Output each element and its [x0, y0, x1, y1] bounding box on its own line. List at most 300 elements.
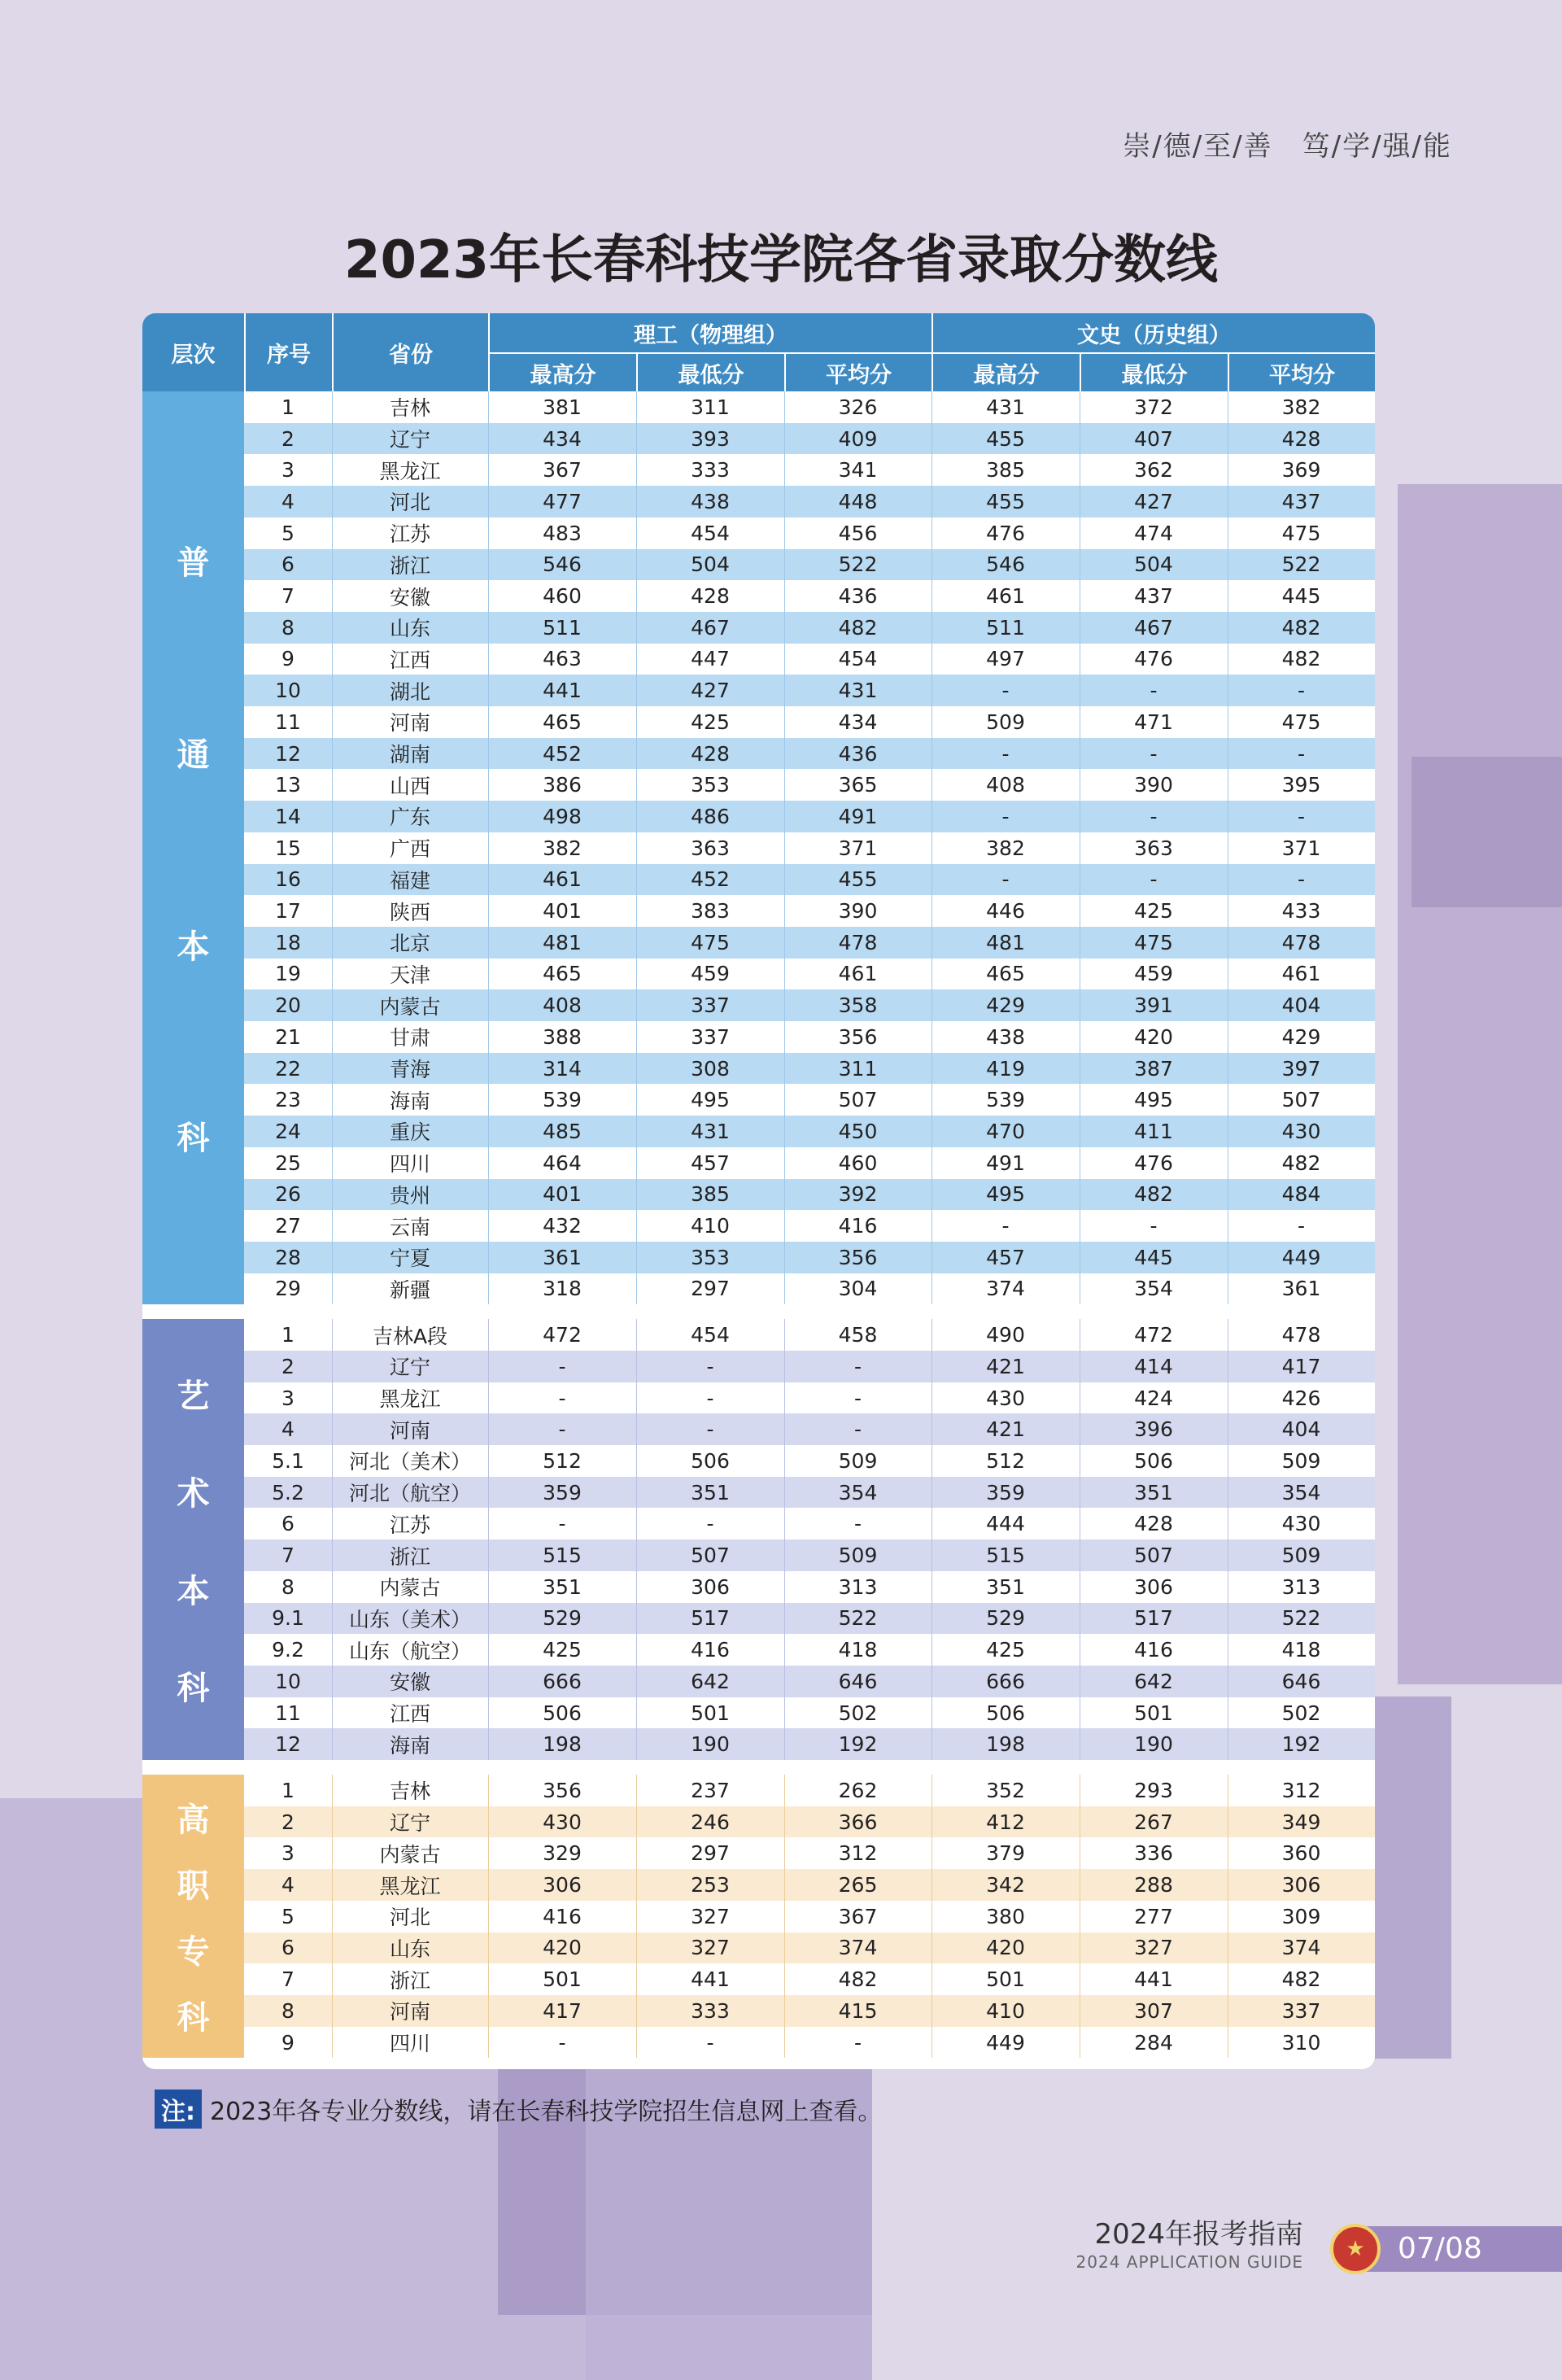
cell-province: 山西	[389, 774, 430, 798]
cell-index: 7	[281, 1967, 295, 1992]
cell-arts-min: 501	[1134, 1701, 1173, 1725]
cell-science-avg: 365	[838, 773, 878, 797]
cell-index: 5.2	[272, 1480, 304, 1504]
cell-arts-max: 512	[986, 1448, 1025, 1473]
cell-province: 重庆	[389, 1120, 430, 1145]
cell-arts-min: 306	[1134, 1574, 1173, 1599]
cell-arts-min: 424	[1134, 1386, 1173, 1410]
cell-science-max: 198	[543, 1732, 582, 1757]
cell-province: 山东	[389, 1937, 430, 1961]
cell-arts-min: -	[1150, 804, 1158, 828]
cell-science-max: 361	[543, 1245, 582, 1269]
header-science-min: 最低分	[636, 352, 784, 391]
cell-science-max: 465	[543, 710, 582, 734]
cell-science-min: 327	[691, 1936, 730, 1960]
cell-science-min: 428	[691, 584, 730, 609]
cell-arts-avg: -	[1297, 679, 1306, 703]
cell-science-avg: 491	[838, 804, 878, 828]
cell-province: 安徽	[389, 585, 430, 609]
cell-science-max: -	[558, 1512, 566, 1536]
cell-index: 4	[281, 1873, 295, 1897]
cell-science-avg: -	[853, 1386, 862, 1410]
cell-index: 12	[275, 1732, 301, 1757]
cell-science-max: 463	[543, 647, 582, 671]
cell-science-avg: 366	[838, 1810, 878, 1834]
cell-science-max: 318	[543, 1277, 582, 1301]
cell-index: 3	[281, 1386, 295, 1410]
cell-science-max: -	[558, 2030, 566, 2055]
cell-province: 河北	[389, 491, 430, 515]
cell-arts-max: 359	[986, 1480, 1025, 1504]
cell-index: 2	[281, 1810, 295, 1834]
cell-province: 陕西	[389, 900, 430, 924]
cell-science-min: 431	[691, 1119, 730, 1143]
cell-arts-max: 198	[986, 1732, 1025, 1757]
cell-arts-avg: 478	[1281, 930, 1321, 954]
cell-science-min: -	[706, 1386, 714, 1410]
cell-science-max: -	[558, 1386, 566, 1410]
cell-arts-max: 455	[986, 489, 1025, 513]
cell-arts-avg: 461	[1281, 962, 1321, 986]
cell-arts-avg: 428	[1281, 426, 1321, 451]
cell-index: 7	[281, 584, 295, 609]
column-divider	[332, 1319, 333, 1760]
cell-index: 17	[275, 899, 301, 924]
level-char: 职	[177, 1867, 210, 1906]
cell-arts-avg: 437	[1281, 489, 1321, 513]
cell-science-avg: 522	[838, 552, 878, 577]
cell-science-avg: 507	[838, 1088, 878, 1112]
cell-arts-max: 506	[986, 1701, 1025, 1725]
cell-arts-max: 446	[986, 899, 1025, 924]
cell-province: 广西	[389, 837, 430, 862]
cell-science-min: 297	[691, 1841, 730, 1866]
cell-province: 安徽	[389, 1670, 430, 1695]
column-divider	[784, 1319, 785, 1760]
cell-province: 吉林	[389, 396, 430, 421]
cell-science-min: -	[706, 1512, 714, 1536]
cell-province: 河南	[389, 2000, 430, 2024]
cell-arts-max: 429	[986, 993, 1025, 1018]
cell-arts-min: 476	[1134, 1151, 1173, 1175]
cell-province: 福建	[389, 868, 430, 893]
cell-index: 5.1	[272, 1448, 304, 1473]
cell-province: 河南	[389, 711, 430, 736]
cell-arts-min: -	[1150, 867, 1158, 892]
cell-province: 山东	[389, 617, 430, 641]
cell-province: 海南	[389, 1089, 430, 1113]
cell-province: 江苏	[389, 1513, 430, 1537]
cell-arts-min: 504	[1134, 552, 1173, 577]
cell-arts-max: 491	[986, 1151, 1025, 1175]
cell-arts-avg: 430	[1281, 1512, 1321, 1536]
cell-science-avg: 192	[838, 1732, 878, 1757]
cell-science-min: 333	[691, 458, 730, 483]
cell-science-avg: 509	[838, 1544, 878, 1568]
guide-title: 2024年报考指南	[1094, 2218, 1303, 2251]
cell-province: 黑龙江	[379, 459, 441, 483]
cell-index: 29	[275, 1277, 301, 1301]
cell-science-avg: 265	[838, 1873, 878, 1897]
cell-arts-max: 461	[986, 584, 1025, 609]
cell-arts-avg: 374	[1281, 1936, 1321, 1960]
column-divider	[332, 1775, 333, 2058]
cell-science-max: 434	[543, 426, 582, 451]
cell-arts-min: 437	[1134, 584, 1173, 609]
cell-province: 新疆	[389, 1277, 430, 1302]
level-char: 艺	[177, 1378, 210, 1416]
cell-science-min: 253	[691, 1873, 730, 1897]
cell-science-min: 425	[691, 710, 730, 734]
cell-arts-min: 495	[1134, 1088, 1173, 1112]
cell-arts-avg: 522	[1281, 552, 1321, 577]
cell-science-min: 337	[691, 1024, 730, 1049]
cell-arts-min: 427	[1134, 489, 1173, 513]
cell-science-avg: 461	[838, 962, 878, 986]
cell-science-max: 460	[543, 584, 582, 609]
cell-arts-max: 420	[986, 1936, 1025, 1960]
cell-province: 内蒙古	[379, 1576, 441, 1600]
cell-science-avg: -	[853, 1354, 862, 1378]
cell-arts-min: 475	[1134, 930, 1173, 954]
cell-index: 7	[281, 1544, 295, 1568]
cell-arts-min: 445	[1134, 1245, 1173, 1269]
cell-index: 12	[275, 741, 301, 766]
cell-arts-avg: 371	[1281, 836, 1321, 860]
cell-arts-avg: 433	[1281, 899, 1321, 924]
cell-science-max: 388	[543, 1024, 582, 1049]
cell-arts-max: 382	[986, 836, 1025, 860]
cell-science-min: 457	[691, 1151, 730, 1175]
cell-science-max: 401	[543, 1182, 582, 1207]
level-label-art	[142, 1319, 244, 1760]
cell-science-max: 512	[543, 1448, 582, 1473]
page-title: 2023年长春科技学院各省录取分数线	[343, 230, 1219, 290]
cell-arts-avg: -	[1297, 804, 1306, 828]
cell-province: 云南	[389, 1215, 430, 1239]
cell-science-max: 452	[543, 741, 582, 766]
cell-arts-max: 352	[986, 1778, 1025, 1802]
level-char: 科	[177, 1999, 210, 2037]
cell-science-avg: 454	[838, 647, 878, 671]
cell-arts-max: 495	[986, 1182, 1025, 1207]
cell-science-max: 417	[543, 1998, 582, 2023]
level-label-regular	[142, 391, 244, 1304]
cell-science-avg: 418	[838, 1638, 878, 1662]
cell-province: 青海	[389, 1058, 430, 1082]
cell-index: 3	[281, 458, 295, 483]
cell-science-max: 465	[543, 962, 582, 986]
cell-science-max: 461	[543, 867, 582, 892]
cell-science-avg: 390	[838, 899, 878, 924]
cell-science-min: 416	[691, 1638, 730, 1662]
cell-science-avg: 326	[838, 395, 878, 419]
header-arts-avg: 平均分	[1228, 352, 1375, 391]
cell-province: 河北	[389, 1906, 430, 1930]
cell-arts-max: 351	[986, 1574, 1025, 1599]
cell-science-avg: -	[853, 1512, 862, 1536]
cell-index: 21	[275, 1024, 301, 1049]
cell-science-avg: 341	[838, 458, 878, 483]
cell-science-max: 529	[543, 1606, 582, 1631]
cell-arts-min: 476	[1134, 647, 1173, 671]
cell-index: 6	[281, 1936, 295, 1960]
cell-index: 24	[275, 1119, 301, 1143]
cell-science-avg: 458	[838, 1323, 878, 1347]
cell-science-min: -	[706, 1417, 714, 1442]
table-header	[142, 313, 1375, 391]
cell-province: 浙江	[389, 1968, 430, 1993]
cell-province: 吉林	[389, 1780, 430, 1804]
cell-arts-max: 412	[986, 1810, 1025, 1834]
cell-arts-avg: 484	[1281, 1182, 1321, 1207]
cell-science-avg: 374	[838, 1936, 878, 1960]
cell-arts-avg: 646	[1281, 1669, 1321, 1693]
cell-science-max: 381	[543, 395, 582, 419]
cell-index: 20	[275, 993, 301, 1018]
cell-science-max: 420	[543, 1936, 582, 1960]
cell-arts-min: 425	[1134, 899, 1173, 924]
cell-science-max: 483	[543, 521, 582, 545]
cell-province: 内蒙古	[379, 994, 441, 1019]
cell-science-max: 314	[543, 1056, 582, 1081]
cell-arts-avg: 475	[1281, 521, 1321, 545]
cell-arts-max: 511	[986, 615, 1025, 640]
cell-index: 3	[281, 1841, 295, 1866]
cell-science-min: 467	[691, 615, 730, 640]
level-char: 科	[177, 1670, 210, 1708]
cell-index: 1	[281, 1778, 295, 1802]
cell-arts-avg: 312	[1281, 1778, 1321, 1802]
cell-arts-max: -	[1001, 804, 1010, 828]
cell-arts-min: 387	[1134, 1056, 1173, 1081]
cell-science-max: 416	[543, 1904, 582, 1928]
header-science-group: 理工（物理组）	[488, 313, 932, 352]
cell-index: 5	[281, 521, 295, 545]
cell-arts-avg: 429	[1281, 1024, 1321, 1049]
cell-province: 四川	[389, 1152, 430, 1177]
cell-province: 辽宁	[389, 1356, 430, 1380]
header-arts-min: 最低分	[1080, 352, 1228, 391]
cell-arts-min: 293	[1134, 1778, 1173, 1802]
cell-science-avg: 354	[838, 1480, 878, 1504]
cell-arts-min: 517	[1134, 1606, 1173, 1631]
cell-index: 9.2	[272, 1638, 304, 1662]
cell-science-max: 359	[543, 1480, 582, 1504]
cell-science-avg: 460	[838, 1151, 878, 1175]
cell-province: 江苏	[389, 522, 430, 547]
cell-arts-min: 471	[1134, 710, 1173, 734]
cell-science-min: 337	[691, 993, 730, 1018]
cell-arts-min: 372	[1134, 395, 1173, 419]
cell-arts-avg: 445	[1281, 584, 1321, 609]
cell-arts-avg: 475	[1281, 710, 1321, 734]
cell-science-max: 546	[543, 552, 582, 577]
cell-arts-max: 385	[986, 458, 1025, 483]
cell-science-min: 351	[691, 1480, 730, 1504]
cell-arts-max: 408	[986, 773, 1025, 797]
cell-arts-max: 342	[986, 1873, 1025, 1897]
cell-science-min: 190	[691, 1732, 730, 1757]
cell-science-max: 485	[543, 1119, 582, 1143]
cell-science-max: 441	[543, 679, 582, 703]
cell-arts-max: 509	[986, 710, 1025, 734]
cell-arts-min: 474	[1134, 521, 1173, 545]
cell-science-max: 367	[543, 458, 582, 483]
cell-arts-avg: 369	[1281, 458, 1321, 483]
cell-science-min: -	[706, 2030, 714, 2055]
cell-science-min: 495	[691, 1088, 730, 1112]
school-emblem-icon: ★	[1330, 2224, 1381, 2274]
cell-index: 10	[275, 679, 301, 703]
column-divider	[784, 391, 785, 1304]
cell-arts-avg: 482	[1281, 615, 1321, 640]
cell-science-min: 410	[691, 1214, 730, 1238]
cell-science-max: 386	[543, 773, 582, 797]
cell-science-min: 454	[691, 1323, 730, 1347]
cell-index: 25	[275, 1151, 301, 1175]
cell-science-min: 501	[691, 1701, 730, 1725]
cell-arts-avg: 418	[1281, 1638, 1321, 1662]
cell-index: 15	[275, 836, 301, 860]
cell-science-min: 306	[691, 1574, 730, 1599]
cell-science-max: 430	[543, 1810, 582, 1834]
cell-index: 9	[281, 647, 295, 671]
cell-province: 黑龙江	[379, 1387, 441, 1412]
cell-science-max: 511	[543, 615, 582, 640]
cell-arts-avg: 382	[1281, 395, 1321, 419]
cell-index: 6	[281, 552, 295, 577]
header-science-avg: 平均分	[784, 352, 932, 391]
cell-arts-max: 379	[986, 1841, 1025, 1866]
cell-province: 浙江	[389, 1544, 430, 1569]
footnote	[155, 2090, 882, 2129]
cell-index: 9.1	[272, 1606, 304, 1631]
column-divider	[636, 1775, 637, 2058]
cell-arts-min: 288	[1134, 1873, 1173, 1897]
cell-province: 辽宁	[389, 428, 430, 452]
cell-science-max: -	[558, 1417, 566, 1442]
cell-arts-max: 457	[986, 1245, 1025, 1269]
cell-index: 10	[275, 1669, 301, 1693]
cell-science-max: 382	[543, 836, 582, 860]
cell-index: 14	[275, 804, 301, 828]
cell-science-min: 507	[691, 1544, 730, 1568]
cell-science-min: 506	[691, 1448, 730, 1473]
cell-arts-min: 467	[1134, 615, 1173, 640]
cell-science-avg: 262	[838, 1778, 878, 1802]
cell-index: 9	[281, 2030, 295, 2055]
cell-arts-avg: 404	[1281, 993, 1321, 1018]
cell-index: 2	[281, 426, 295, 451]
cell-science-max: 477	[543, 489, 582, 513]
cell-science-max: 408	[543, 993, 582, 1018]
column-divider	[332, 391, 333, 1304]
cell-province: 河南	[389, 1418, 430, 1443]
cell-science-min: 428	[691, 741, 730, 766]
cell-science-min: 486	[691, 804, 730, 828]
cell-science-max: 515	[543, 1544, 582, 1568]
cell-province: 天津	[389, 963, 430, 987]
cell-science-max: 432	[543, 1214, 582, 1238]
column-divider	[784, 1775, 785, 2058]
cell-arts-max: 529	[986, 1606, 1025, 1631]
cell-science-min: 452	[691, 867, 730, 892]
decor-block	[1411, 757, 1562, 907]
cell-science-max: 351	[543, 1574, 582, 1599]
cell-arts-min: 416	[1134, 1638, 1173, 1662]
decor-block	[1398, 484, 1562, 1684]
cell-science-max: -	[558, 1354, 566, 1378]
cell-arts-max: 497	[986, 647, 1025, 671]
cell-index: 6	[281, 1512, 295, 1536]
cell-arts-avg: 417	[1281, 1354, 1321, 1378]
cell-arts-avg: 337	[1281, 1998, 1321, 2023]
cell-arts-max: 425	[986, 1638, 1025, 1662]
cell-science-min: 333	[691, 1998, 730, 2023]
header-province: 省份	[332, 313, 488, 391]
cell-arts-avg: 482	[1281, 1967, 1321, 1992]
cell-arts-max: 539	[986, 1088, 1025, 1112]
cell-science-avg: 482	[838, 615, 878, 640]
score-table	[142, 313, 1375, 2069]
cell-arts-max: 666	[986, 1669, 1025, 1693]
cell-science-max: 306	[543, 1873, 582, 1897]
cell-arts-max: 515	[986, 1544, 1025, 1568]
cell-arts-min: 363	[1134, 836, 1173, 860]
cell-science-avg: 358	[838, 993, 878, 1018]
cell-index: 27	[275, 1214, 301, 1238]
cell-science-avg: 509	[838, 1448, 878, 1473]
cell-science-min: 393	[691, 426, 730, 451]
cell-arts-avg: 310	[1281, 2030, 1321, 2055]
level-char: 术	[177, 1474, 210, 1513]
level-char: 普	[177, 544, 210, 582]
cell-province: 贵州	[389, 1183, 430, 1207]
cell-arts-max: 444	[986, 1512, 1025, 1536]
cell-science-min: 353	[691, 1245, 730, 1269]
cell-arts-avg: 361	[1281, 1277, 1321, 1301]
cell-science-avg: 416	[838, 1214, 878, 1238]
cell-science-max: 539	[543, 1088, 582, 1112]
cell-arts-min: -	[1150, 679, 1158, 703]
cell-arts-avg: 404	[1281, 1417, 1321, 1442]
level-char: 本	[177, 1572, 210, 1610]
level-char: 通	[177, 736, 210, 774]
cell-province: 吉林A段	[372, 1324, 448, 1348]
cell-index: 4	[281, 1417, 295, 1442]
cell-science-avg: 304	[838, 1277, 878, 1301]
cell-arts-avg: 507	[1281, 1088, 1321, 1112]
cell-science-min: 642	[691, 1669, 730, 1693]
cell-arts-min: 642	[1134, 1669, 1173, 1693]
note-tag: 注:	[155, 2090, 202, 2129]
level-char: 本	[177, 928, 210, 966]
cell-index: 8	[281, 1574, 295, 1599]
cell-science-min: 504	[691, 552, 730, 577]
header-arts-group: 文史（历史组）	[932, 313, 1375, 352]
cell-province: 辽宁	[389, 1811, 430, 1836]
cell-science-avg: 436	[838, 584, 878, 609]
cell-science-min: 385	[691, 1182, 730, 1207]
cell-arts-avg: 509	[1281, 1448, 1321, 1473]
column-divider	[636, 1319, 637, 1760]
cell-science-min: 363	[691, 836, 730, 860]
column-divider	[488, 1775, 489, 2058]
cell-arts-min: 390	[1134, 773, 1173, 797]
cell-arts-min: 351	[1134, 1480, 1173, 1504]
cell-index: 13	[275, 773, 301, 797]
